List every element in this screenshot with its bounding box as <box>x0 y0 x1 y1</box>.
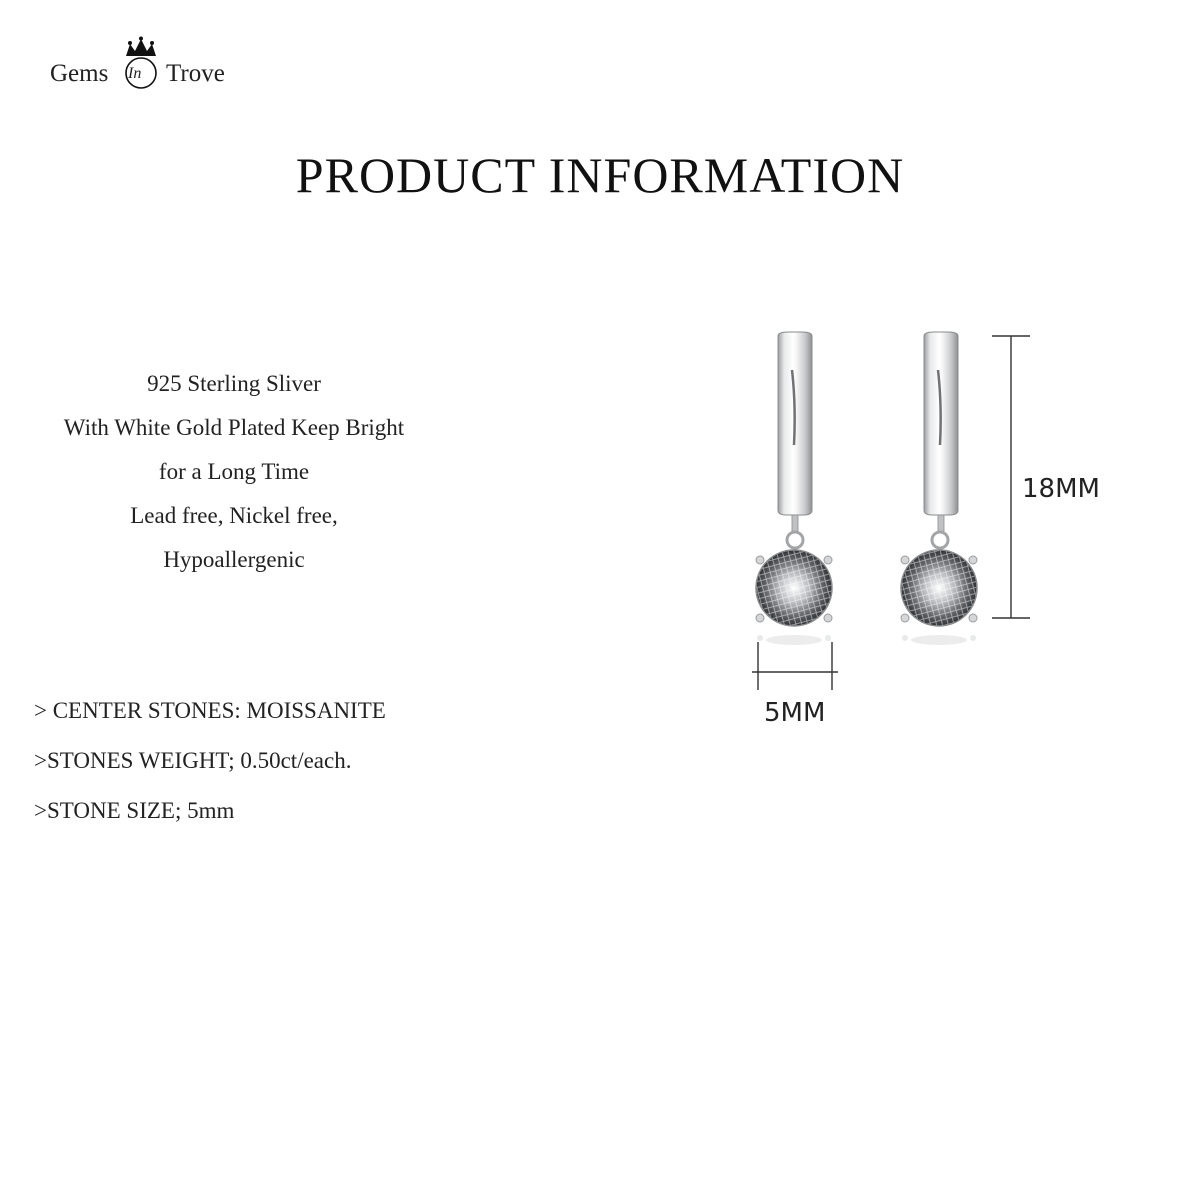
product-specs <box>34 686 386 836</box>
brand-name-right: Trove <box>166 60 225 87</box>
description-line: Hypoallergenic <box>163 547 305 572</box>
width-dimension-label: 5MM <box>764 698 826 728</box>
spec-line: > CENTER STONES: MOISSANITE <box>34 698 386 723</box>
description-line: With White Gold Plated Keep Bright <box>63 415 405 440</box>
spec-line: >STONES WEIGHT; 0.50ct/each. <box>34 748 352 773</box>
brand-logo <box>48 36 248 96</box>
earrings-image <box>700 310 1160 750</box>
left-earring <box>756 332 832 645</box>
brand-name-middle: In <box>128 65 142 82</box>
brand-name-left: Gems <box>50 60 109 87</box>
height-dimension-label: 18MM <box>1022 474 1100 504</box>
description-line: Lead free, Nickel free, <box>130 503 338 528</box>
spec-line: >STONE SIZE; 5mm <box>34 798 235 823</box>
description-line: for a Long Time <box>158 459 310 484</box>
width-dimension-line <box>752 642 838 690</box>
description-line: 925 Sterling Sliver <box>147 371 321 396</box>
product-description <box>20 362 448 582</box>
right-earring <box>901 332 977 645</box>
page-title: PRODUCT INFORMATION <box>295 147 905 203</box>
earrings-figure <box>700 310 1160 750</box>
crown-icon <box>116 36 166 92</box>
